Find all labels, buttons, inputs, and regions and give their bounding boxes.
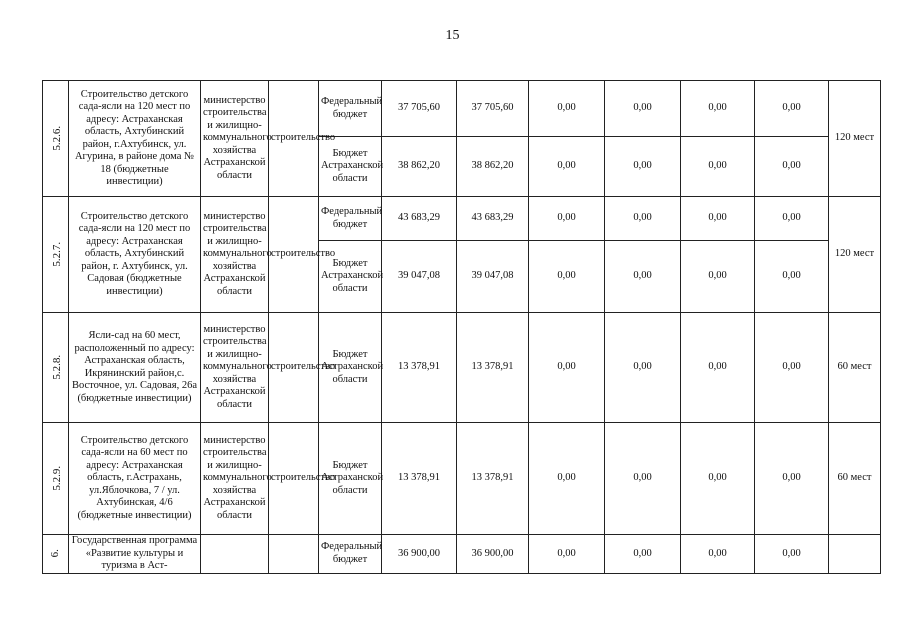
year-amount: 0,00 — [529, 241, 605, 313]
year-amount: 0,00 — [529, 313, 605, 423]
funding-source: Бюджет Астраханской области — [319, 137, 382, 197]
year-amount: 0,00 — [681, 535, 755, 574]
year-amount: 0,00 — [755, 535, 829, 574]
capacity: 60 мест — [829, 313, 881, 423]
funding-source: Бюджет Астраханской области — [319, 313, 382, 423]
year-amount: 0,00 — [605, 81, 681, 137]
capacity: 120 мест — [829, 197, 881, 313]
total-amount: 37 705,60 — [382, 81, 457, 137]
year-amount: 0,00 — [529, 535, 605, 574]
total-amount: 13 378,91 — [382, 313, 457, 423]
funding-source: Бюджет Астраханской области — [319, 423, 382, 535]
year-amount: 0,00 — [529, 81, 605, 137]
year-amount: 0,00 — [529, 197, 605, 241]
responsible-ministry: министерство строительства и жилищно-коммунального хозяйства Астраханской области — [201, 81, 269, 197]
year-amount: 0,00 — [755, 423, 829, 535]
responsible-ministry: министерство строительства и жилищно-коммунального хозяйства Астраханской области — [201, 423, 269, 535]
year-amount: 0,00 — [605, 197, 681, 241]
year-amount: 0,00 — [681, 423, 755, 535]
funding-source: Федеральный бюджет — [319, 197, 382, 241]
year-amount: 0,00 — [605, 241, 681, 313]
table-row — [43, 313, 881, 423]
total-amount: 13 378,91 — [382, 423, 457, 535]
year-amount: 13 378,91 — [457, 313, 529, 423]
responsible-ministry: министерство строительства и жилищно-коммунального хозяйства Астраханской области — [201, 197, 269, 313]
year-amount: 0,00 — [681, 81, 755, 137]
year-amount: 38 862,20 — [457, 137, 529, 197]
year-amount: 0,00 — [681, 313, 755, 423]
capacity: 120 мест — [829, 81, 881, 197]
work-type: строительство — [269, 423, 319, 535]
total-amount: 38 862,20 — [382, 137, 457, 197]
table-row — [43, 81, 881, 137]
row-index: 5.2.6. — [43, 81, 69, 197]
total-amount: 43 683,29 — [382, 197, 457, 241]
page-number: 15 — [445, 28, 460, 43]
row-index: 5.2.9. — [43, 423, 69, 535]
table-row — [43, 535, 881, 574]
year-amount: 0,00 — [529, 137, 605, 197]
row-index: 5.2.7. — [43, 197, 69, 313]
year-amount: 0,00 — [529, 423, 605, 535]
work-type: строительство — [269, 81, 319, 197]
year-amount: 0,00 — [605, 423, 681, 535]
funding-source: Федеральный бюджет — [319, 535, 382, 574]
total-amount: 39 047,08 — [382, 241, 457, 313]
year-amount: 0,00 — [605, 535, 681, 574]
year-amount: 13 378,91 — [457, 423, 529, 535]
funding-source: Бюджет Астраханской области — [319, 241, 382, 313]
year-amount: 0,00 — [755, 81, 829, 137]
object-description: Государственная программа «Развитие культуры и туризма в Аст- — [69, 535, 201, 574]
year-amount: 37 705,60 — [457, 81, 529, 137]
object-description: Строительство детского сада-ясли на 60 мест по адресу: Астраханская область, г.Астрахань, ул.Яблочкова, 7 / ул. Ахтубинская, 4/6 (бюджетные инвестиции) — [69, 423, 201, 535]
row-index: 5.2.8. — [43, 313, 69, 423]
object-description: Строительство детского сада-ясли на 120 мест по адресу: Астраханская область, Ахтубинский район, г. Ахтубинск, ул. Садовая (бюджетные инвестиции) — [69, 197, 201, 313]
year-amount: 0,00 — [681, 241, 755, 313]
year-amount: 36 900,00 — [457, 535, 529, 574]
year-amount: 0,00 — [755, 313, 829, 423]
year-amount: 0,00 — [605, 137, 681, 197]
year-amount: 0,00 — [605, 313, 681, 423]
work-type: строительство — [269, 313, 319, 423]
work-type: строительство — [269, 197, 319, 313]
year-amount: 0,00 — [681, 197, 755, 241]
responsible-ministry — [201, 535, 269, 574]
year-amount: 39 047,08 — [457, 241, 529, 313]
year-amount: 0,00 — [755, 197, 829, 241]
capacity — [829, 535, 881, 574]
responsible-ministry: министерство строительства и жилищно-коммунального хозяйства Астраханской области — [201, 313, 269, 423]
funding-source: Федеральный бюджет — [319, 81, 382, 137]
object-description: Ясли-сад на 60 мест, расположенный по адресу: Астраханская область, Икрянинский район,с. Восточное, ул. Садовая, 26а (бюджетные инвестиции) — [69, 313, 201, 423]
total-amount: 36 900,00 — [382, 535, 457, 574]
object-description: Строительство детского сада-ясли на 120 мест по адресу: Астраханская область, Ахтубинский район, г.Ахтубинск, ул. Агурина, в районе дома № 18 (бюджетные инвестиции) — [69, 81, 201, 197]
table-row — [43, 423, 881, 535]
year-amount: 0,00 — [681, 137, 755, 197]
table-row — [43, 197, 881, 241]
budget-table — [42, 80, 881, 574]
work-type — [269, 535, 319, 574]
year-amount: 43 683,29 — [457, 197, 529, 241]
year-amount: 0,00 — [755, 137, 829, 197]
year-amount: 0,00 — [755, 241, 829, 313]
capacity: 60 мест — [829, 423, 881, 535]
row-index: 6. — [43, 535, 69, 574]
